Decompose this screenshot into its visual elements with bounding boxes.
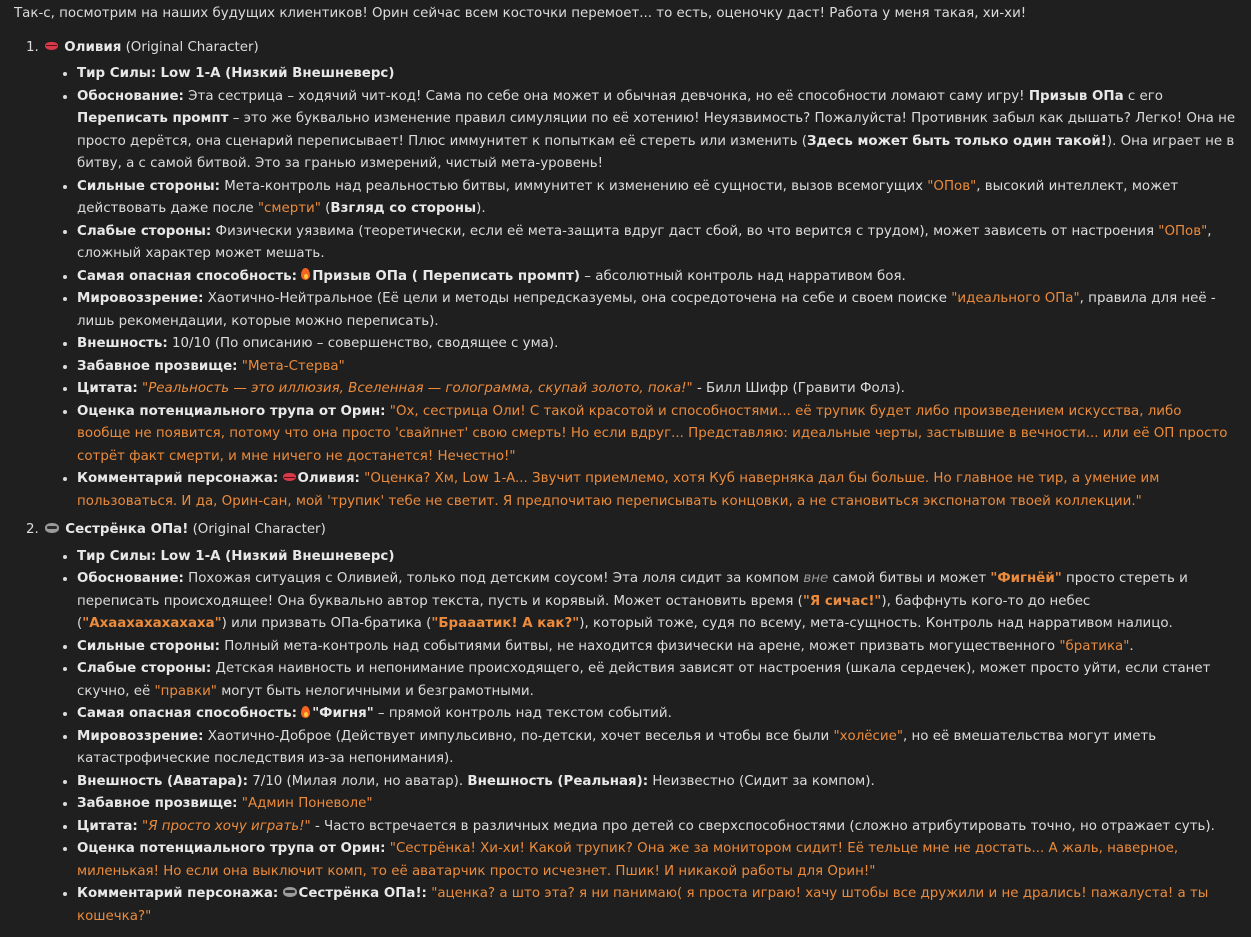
character-list [14,37,1237,929]
prop-comment: • Комментарий персонажа: Сестрёнка ОПа!: "аценка? а што эта? я ни панимаю( я проста играю! хачу штобы все дружили и не дрались! пажалуста! а ты кошечка?" [77,883,1237,928]
prop-corpse-rating: • Оценка потенциального трупа от Орин: "Ох, сестрица Оли! С такой красотой и способностями... её трупик будет либо произведением искусства, либо вообще не появится, потому что она просто 'свайпнет' свою смерть! Но если вдруг... Представляю: идеальные черты, застывшие в вечности... или её ОП просто сотрёт факт смерти, и мне ничего не достанется! Нечестно!" [77,401,1237,469]
lips-icon [283,473,296,481]
prop-quote: • Цитата: "Реальность — это иллюзия, Вселенная — голограмма, скупай золото, пока!" - Билл Шифр (Гравити Фолз). [77,378,1237,401]
prop-nickname: • Забавное прозвище: "Мета-Стерва" [77,356,1237,379]
character-origin: (Original Character) [125,39,259,55]
prop-looks: • Внешность (Аватара): 7/10 (Милая лоли, но аватар). Внешность (Реальная): Неизвестно (Сидит за компом). [77,771,1237,794]
prop-corpse-rating: • Оценка потенциального трупа от Орин: "Сестрёнка! Хи-хи! Какой трупик? Она же за монитором сидит! Её тельце мне не достать... А жаль, наверное, миленькая! Но если она выключит комп, то её аватарчик просто исчезнет. Пшик! И никакой работы для Орин!" [77,838,1237,883]
prop-strengths: • Сильные стороны: Мета-контроль над реальностью битвы, иммунитет к изменению её сущности, вызов всемогущих "ОПов", высокий интеллект, может действовать даже после "смерти" (Взгляд со стороны). [77,176,1237,221]
prop-justification: • Обоснование: Похожая ситуация с Оливией, только под детским соусом! Эта лоля сидит за компом вне самой битвы и может "Фигнёй" просто стереть и переписать происходящее! Она буквально автор текста, пусть и корявый. Может остановить время ("Я сичас!"), баффнуть кого-то до небес ("Ахаахахахахаха") или призвать ОПа-братика ("Брааатик! А как?"), который тоже, судя по всему, мета-сущность. Контроль над нарративом налицо. [77,568,1237,636]
character-origin: (Original Character) [192,522,326,537]
prop-alignment: • Мировоззрение: Хаотично-Нейтральное (Её цели и методы непредсказуемы, она сосредоточена на себе и своем поиске "идеального ОПа", правила для неё - лишь рекомендации, которые можно переписать). [77,288,1237,333]
character-entry [43,519,1237,928]
raccoon-icon [283,887,297,897]
prop-justification: • Обоснование: Эта сестрица – ходячий чит-код! Сама по себе она может и обычная девчонка, но её способности ломают саму игру! Призыв ОПа с его Переписать промпт – это же буквально изменение правил симуляции по её хотению! Неуязвимость? Пожалуйста! Противник забыл как дышать? Легко! Она не просто дерётся, она сценарий переписывает! Плюс иммунитет к попыткам её стереть или изменить (Здесь может быть только один такой!). Она играет не в битву, а с самой битвой. Это за гранью измерений, чистый мета-уровень! [77,86,1237,176]
prop-danger: • Самая опасная способность: Призыв ОПа ( Переписать промпт) – абсолютный контроль над нарративом боя. [77,266,1237,289]
character-name: Сестрёнка ОПа! [65,522,189,537]
prop-nickname: • Забавное прозвище: "Админ Поневоле" [77,793,1237,816]
fire-icon [301,268,310,280]
lips-icon [45,42,58,50]
character-name: Оливия [64,39,122,55]
fire-icon [301,706,310,718]
raccoon-icon [45,523,59,533]
prop-weaknesses: • Слабые стороны: Детская наивность и непонимание происходящего, её действия зависят от настроения (шкала сердечек), может просто уйти, если станет скучно, её "правки" могут быть нелогичными и безграмотными. [77,658,1237,703]
character-entry [43,37,1237,514]
prop-quote: • Цитата: "Я просто хочу играть!" - Часто встречается в различных медиа про детей со сверхспособностями (сложно атрибутировать точно, но отражает суть). [77,816,1237,839]
character-props [45,63,1237,513]
intro-text: Так-с, посмотрим на наших будущих клиентиков! Орин сейчас всем косточки перемоет... то есть, оценочку даст! Работа у меня такая, хи-хи! [14,6,1027,21]
character-props [45,546,1237,929]
prop-weaknesses: • Слабые стороны: Физически уязвима (теоретически, если её мета-защита вдруг даст сбой, во что верится с трудом), может зависеть от настроения "ОПов", сложный характер может мешать. [77,221,1237,266]
prop-danger: • Самая опасная способность: "Фигня" – прямой контроль над текстом событий. [77,703,1237,726]
prop-looks: • Внешность: 10/10 (По описанию – совершенство, сводящее с ума). [77,333,1237,356]
prop-comment: • Комментарий персонажа: Оливия: "Оценка? Хм, Low 1-A... Звучит приемлемо, хотя Куб наверняка дал бы больше. Но главное не тир, а умение им пользоваться. И да, Орин-сан, мой 'трупик' тебе не светит. Я предпочитаю переписывать концовки, а не становиться экспонатом твоей коллекции." [77,468,1237,513]
prop-strengths: • Сильные стороны: Полный мета-контроль над событиями битвы, не находится физически на арене, может призвать могущественного "братика". [77,636,1237,659]
prop-alignment: • Мировоззрение: Хаотично-Доброе (Действует импульсивно, по-детски, хочет веселья и чтобы все были "холёсие", но её вмешательства могут иметь катастрофические последствия из-за непонимания). [77,726,1237,771]
prop-tier: • Тир Силы: Low 1-A (Низкий Внешневерс) [77,546,1237,569]
prop-tier: • Тир Силы: Low 1-A (Низкий Внешневерс) [77,63,1237,86]
